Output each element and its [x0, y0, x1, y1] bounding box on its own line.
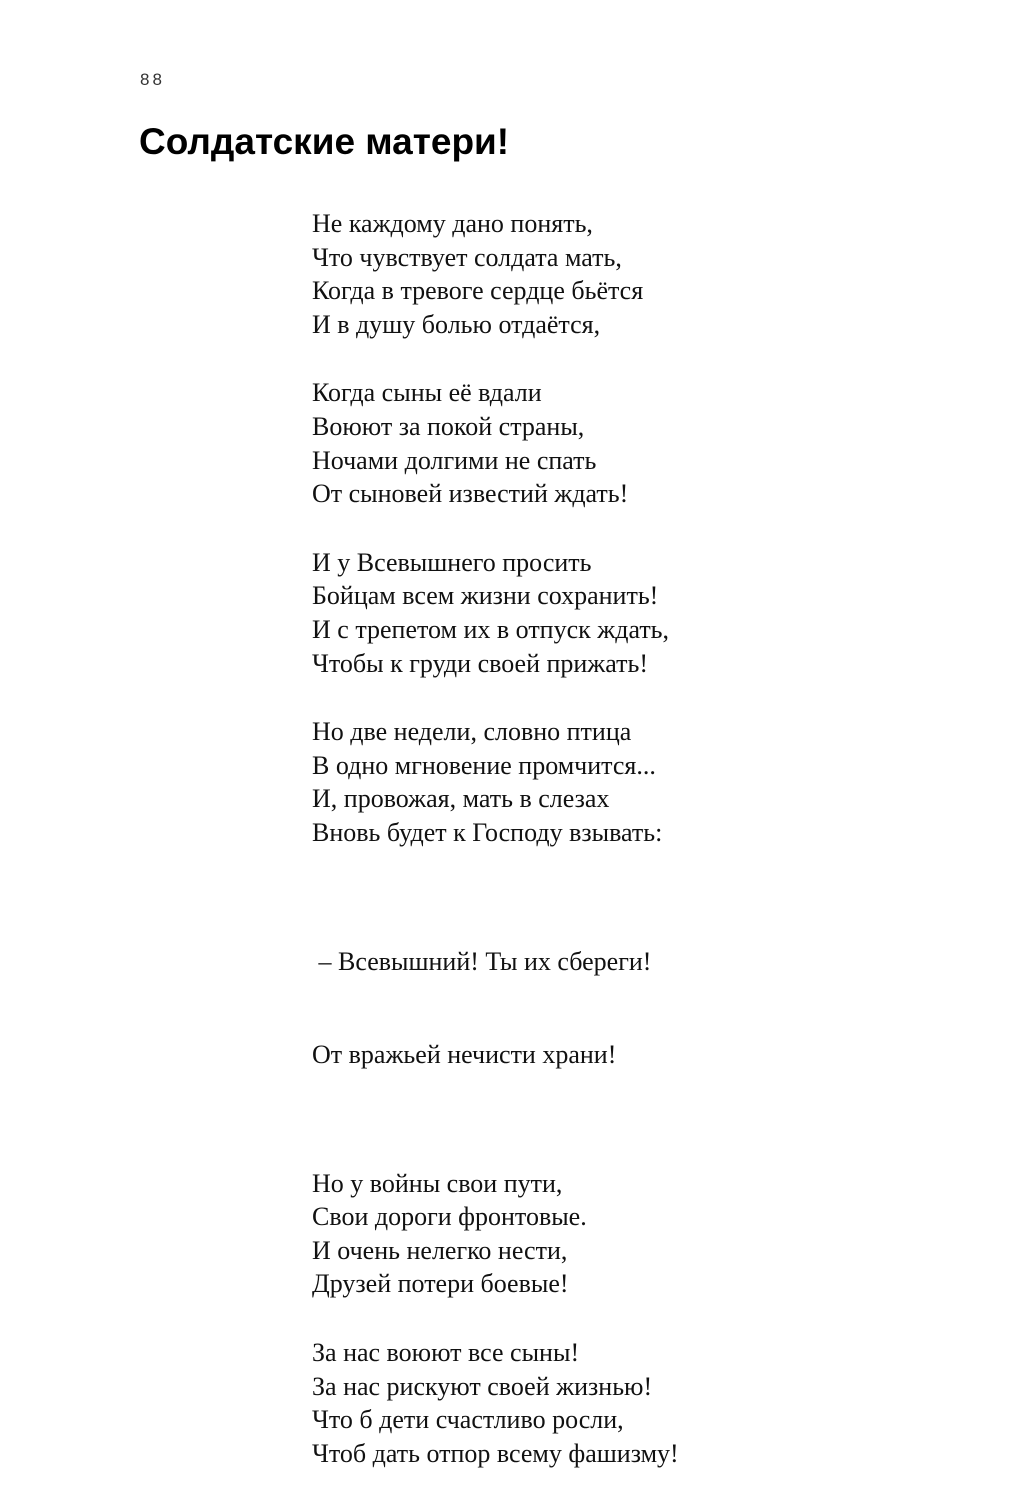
stanza-1 — [312, 207, 679, 341]
poem-line: Бойцам всем жизни сохранить! — [312, 581, 659, 611]
stanza-3 — [312, 546, 679, 680]
poem-line: И, провожая, мать в слезах — [312, 784, 610, 814]
poem-line: И с трепетом их в отпуск ждать, — [312, 614, 670, 644]
page-number: 88 — [140, 70, 165, 89]
poem-line: Когда в тревоге сердце бьётся — [312, 276, 644, 306]
poem-line: За нас воюют все сыны! — [312, 1338, 580, 1368]
stanza-2 — [312, 376, 679, 510]
poem-body — [312, 207, 679, 1505]
stanza-4 — [312, 715, 679, 849]
poem-line: От сыновей известий ждать! — [312, 479, 629, 509]
poem-line: Что чувствует солдата мать, — [312, 242, 622, 272]
poem-line: Но у войны свои пути, — [312, 1168, 563, 1198]
poem-title: Солдатские матери! — [139, 121, 510, 162]
poem-line: Чтобы к груди своей прижать! — [312, 648, 649, 678]
stanza-5 — [312, 885, 679, 1132]
poem-line: И у Всевышнего просить — [312, 547, 592, 577]
poem-line: Не каждому дано понять, — [312, 209, 593, 238]
poem-line: И очень нелегко нести, — [312, 1235, 568, 1265]
poem-line: Чтоб дать отпор всему фашизму! — [312, 1438, 679, 1468]
poem-line: И в душу болью отдаётся, — [312, 309, 601, 339]
poem-line: Свои дороги фронтовые. — [312, 1202, 587, 1232]
poem-line: За нас рискуют своей жизнью! — [312, 1371, 653, 1401]
poem-line: Вновь будет к Господу взывать: — [312, 817, 663, 847]
stanza-7 — [312, 1336, 679, 1470]
poem-line: От вражьей нечисти храни! — [312, 1040, 617, 1070]
poem-line: Когда сыны её вдали — [312, 378, 542, 408]
poem-line: Друзей потери боевые! — [312, 1269, 569, 1299]
poem-line: Воюют за покой страны, — [312, 411, 585, 441]
stanza-6 — [312, 1167, 679, 1301]
poem-line: Но две недели, словно птица — [312, 717, 632, 747]
poem-line: Что б дети счастливо росли, — [312, 1405, 624, 1435]
poem-line: – Всевышний! Ты их сбереги! — [312, 946, 652, 976]
poem-line: В одно мгновение промчится... — [312, 750, 656, 780]
poem-line: Ночами долгими не спать — [312, 445, 597, 475]
